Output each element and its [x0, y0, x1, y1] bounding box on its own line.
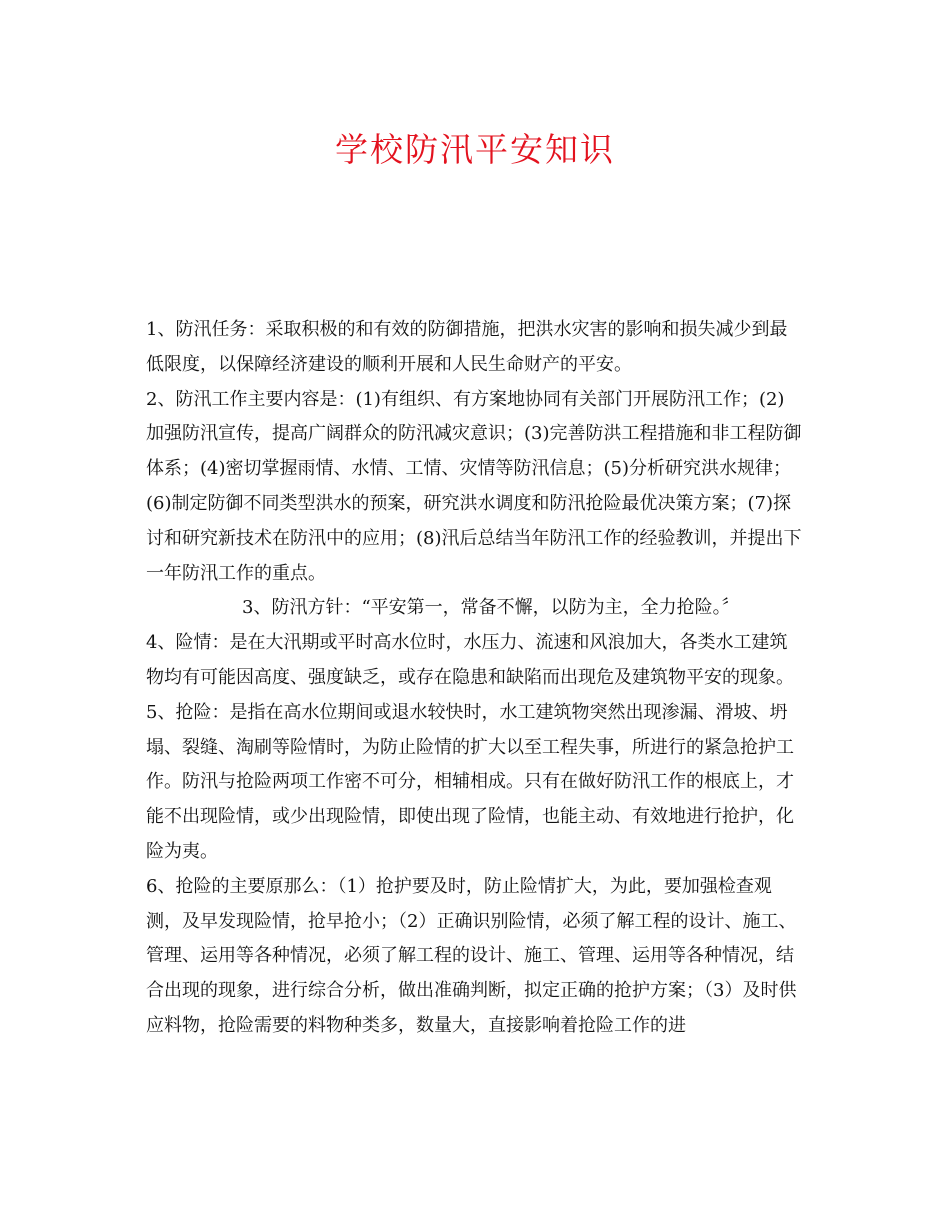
paragraph-rescue-definition: 5、抢险：是指在高水位期间或退水较快时，水工建筑物突然出现渗漏、滑坡、坍塌、裂缝、淘刷等险情时，为防止险情的扩大以至工程失事，所进行的紧急抢护工作。防汛与抢险两项工作密不可分，相辅相成。只有在做好防汛工作的根底上，才能不出现险情，或少出现险情，即使出现了险情，也能主动、有效地进行抢护，化险为夷。 [146, 701, 794, 862]
paragraph-flood-work-content: 2、防汛工作主要内容是：(1)有组织、有方案地协同有关部门开展防汛工作；(2)加强防汛宣传，提高广阔群众的防汛减灾意识；(3)完善防洪工程措施和非工程防御体系；(4)密切掌握雨情、水情、工情、灾情等防汛信息；(5)分析研究洪水规律；(6)制定防御不同类型洪水的预案，研究洪水调度和防汛抢险最优决策方案；(7)探讨和研究新技术在防汛中的应用；(8)汛后总结当年防汛工作的经验教训，并提出下一年防汛工作的重点。 [146, 388, 802, 584]
paragraph-flood-policy: 3、防汛方针：“平安第一，常备不懈，以防为主，全力抢险。〞 [242, 597, 740, 619]
paragraph-danger-definition: 4、险情：是在大汛期或平时高水位时，水压力、流速和风浪加大，各类水工建筑物均有可能因高度、强度缺乏，或存在隐患和缺陷而出现危及建筑物平安的现象。 [146, 632, 794, 688]
document-body [146, 313, 802, 1044]
paragraph-flood-task: 1、防汛任务：采取积极的和有效的防御措施，把洪水灾害的影响和损失减少到最低限度，以保障经济建设的顺利开展和人民生命财产的平安。 [146, 319, 788, 375]
page-title: 学校防汛平安知识 [335, 130, 615, 169]
paragraph-rescue-principles: 6、抢险的主要原那么：（1）抢护要及时，防止险情扩大，为此，要加强检查观测，及早发现险情，抢早抢小；（2）正确识别险情，必须了解工程的设计、施工、管理、运用等各种情况，必须了解工程的设计、施工、管理、运用等各种情况，结合出现的现象，进行综合分析，做出准确判断，拟定正确的抢护方案；（3）及时供应料物，抢险需要的料物种类多，数量大，直接影响着抢险工作的进 [146, 875, 797, 1036]
